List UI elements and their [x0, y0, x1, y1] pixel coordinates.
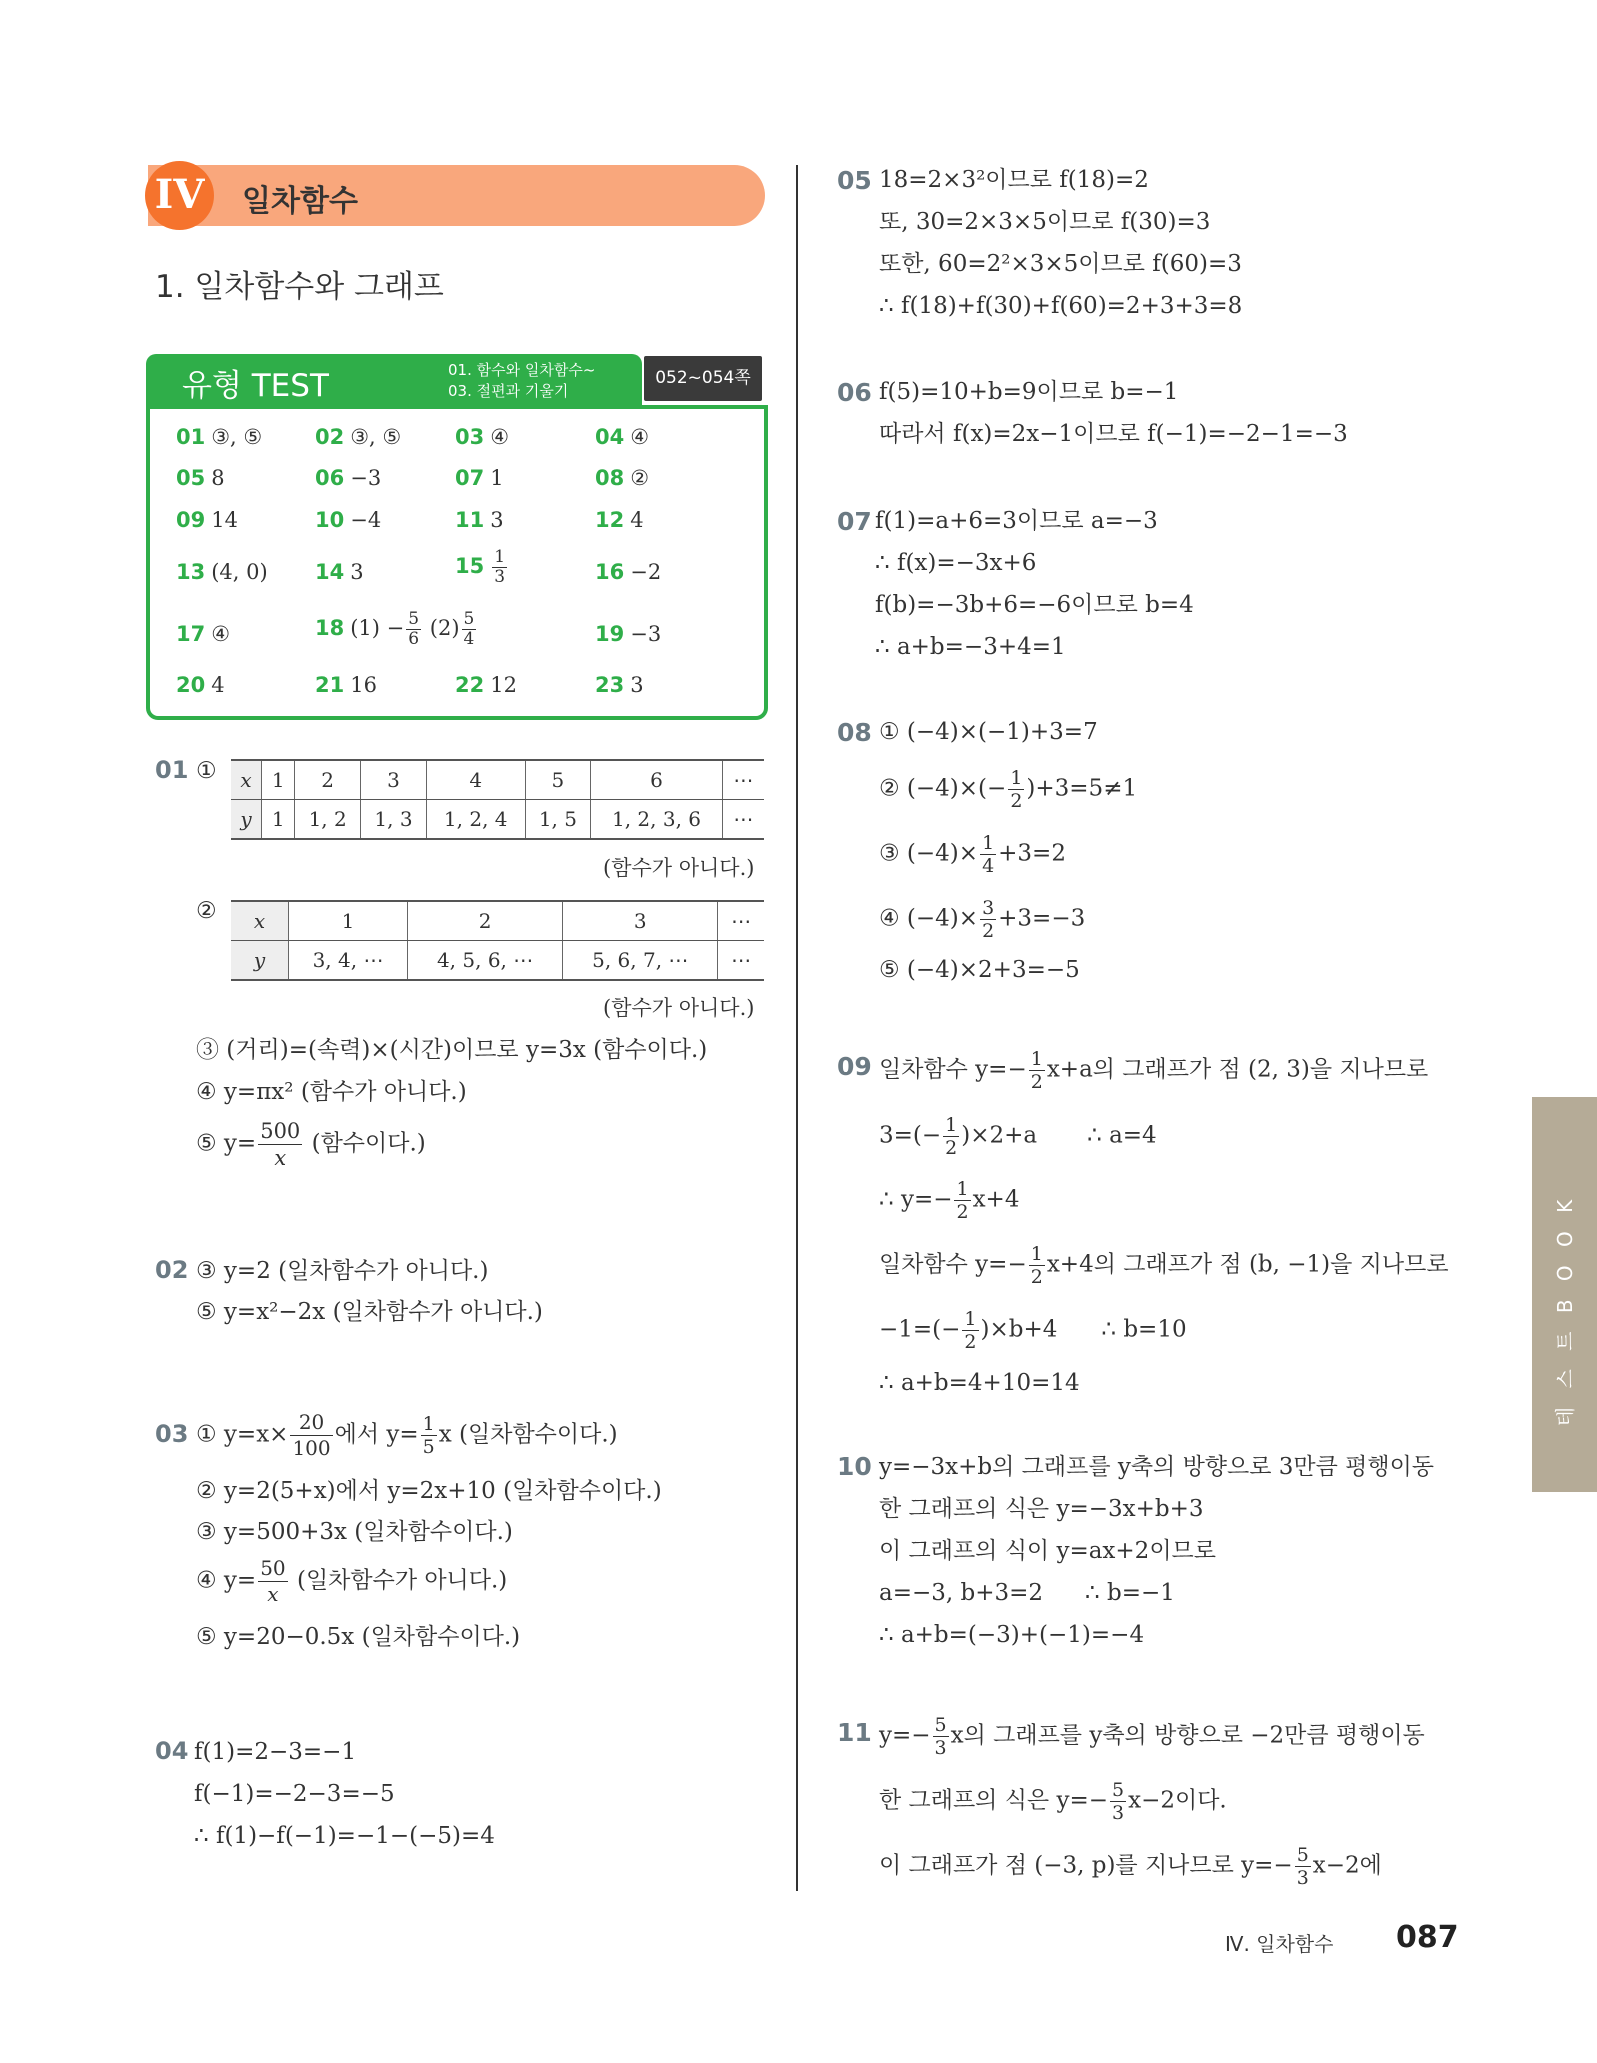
answer-22: 22 12 — [455, 673, 517, 697]
table-row — [231, 760, 764, 800]
p03-line-5: ⑤ y=20−0.5x (일차함수이다.) — [196, 1624, 521, 1650]
p04-line-2: f(−1)=−2−3=−5 — [194, 1781, 395, 1807]
side-tab-text-source: 테 스 트 B O O K — [1552, 1193, 1577, 1427]
table-cell: ⋯ — [718, 901, 764, 941]
section-title: 1. 일차함수와 그래프 — [155, 269, 444, 305]
p01-choice-2: ② — [196, 898, 217, 924]
table-row — [231, 800, 764, 840]
page-number: 087 — [1396, 1920, 1459, 1955]
p07-line-4: ∴ a+b=−3+4=1 — [875, 634, 1066, 660]
p11-line-3: 이 그래프가 점 (−3, p)를 지나므로 y=− $\frac{5}{3}$ x−2에 — [879, 1844, 1382, 1889]
p09-line-2: 3=(− $\frac{1}{2}$ )×2+a ∴ a=4 — [879, 1114, 1157, 1159]
p01-choice-1: ① — [196, 758, 217, 784]
table-row — [231, 941, 764, 981]
p10-line-4: a=−3, b+3=2 ∴ b=−1 — [879, 1580, 1175, 1606]
p08-line-2: ② (−4)×(− $\frac{1}{2}$ )+3=5≠1 — [879, 767, 1138, 812]
answer-23: 23 3 — [595, 673, 644, 697]
problem-number-03: 03 — [155, 1420, 189, 1448]
problem-number-01: 01 — [155, 756, 189, 784]
test-box-subtitle-2: 03. 절편과 기울기 — [448, 382, 569, 400]
p03-line-1: ① y=x× $\frac{20}{100}$ 에서 y= $\frac{1}{5}$ x (일차함수이다.) — [196, 1410, 618, 1460]
p05-line-1: 18=2×3²이므로 f(18)=2 — [879, 167, 1149, 193]
table-cell: y — [231, 800, 262, 840]
p04-line-1: f(1)=2−3=−1 — [194, 1739, 357, 1765]
p08-line-3: ③ (−4)× $\frac{1}{4}$ +3=2 — [879, 832, 1066, 877]
p01-note-1: (함수가 아니다.) — [603, 856, 755, 880]
table-cell: 1, 2, 4 — [426, 800, 525, 840]
p03-line-4: ④ y= $\frac{50}{x}$ (일차함수가 아니다.) — [196, 1556, 508, 1606]
problem-number-02: 02 — [155, 1256, 189, 1284]
table-cell: 5, 6, 7, ⋯ — [563, 941, 718, 981]
p04-line-3: ∴ f(1)−f(−1)=−1−(−5)=4 — [194, 1823, 495, 1849]
p05-line-2: 또, 30=2×3×5이므로 f(30)=3 — [879, 209, 1211, 235]
p10-line-3: 이 그래프의 식이 y=ax+2이므로 — [879, 1538, 1216, 1564]
answer-12: 12 4 — [595, 508, 644, 532]
problem-number-04: 04 — [155, 1737, 189, 1765]
answer-06: 06 −3 — [315, 466, 382, 490]
p11-line-2: 한 그래프의 식은 y=− $\frac{5}{3}$ x−2이다. — [879, 1779, 1227, 1824]
p02-line-2: ⑤ y=x²−2x (일차함수가 아니다.) — [196, 1299, 543, 1325]
problem-number-05: 05 — [837, 166, 872, 195]
chapter-title: 일차함수 — [242, 184, 358, 219]
answer-11: 11 3 — [455, 508, 504, 532]
chapter-header-bar — [148, 165, 765, 226]
p09-line-3: ∴ y=− $\frac{1}{2}$ x+4 — [879, 1178, 1020, 1223]
p11-line-1: y=− $\frac{5}{3}$ x의 그래프를 y축의 방향으로 −2만큼 평행이동 — [879, 1714, 1425, 1759]
p07-line-2: ∴ f(x)=−3x+6 — [875, 550, 1037, 576]
column-divider — [796, 165, 798, 1891]
p01-line-4: ④ y=πx² (함수가 아니다.) — [196, 1079, 467, 1105]
problem-number-09: 09 — [837, 1052, 872, 1081]
table-cell: 1, 2 — [295, 800, 361, 840]
p09-line-1: 일차함수 y=− $\frac{1}{2}$ x+a의 그래프가 점 (2, 3)을 지나므로 — [879, 1048, 1429, 1093]
answer-20: 20 4 — [176, 673, 225, 697]
answer-05: 05 8 — [176, 466, 225, 490]
table-cell: x — [231, 760, 262, 800]
table-cell: 1, 3 — [361, 800, 427, 840]
p01-line-3: ③ (거리)=(속력)×(시간)이므로 y=3x (함수이다.) — [196, 1037, 708, 1063]
answer-17: 17 ④ — [176, 622, 231, 646]
answer-15: 15 $\frac{1}{3}$ — [455, 547, 506, 587]
p10-line-5: ∴ a+b=(−3)+(−1)=−4 — [879, 1622, 1145, 1648]
test-box-title: 유형 TEST — [182, 368, 329, 404]
answer-10: 10 −4 — [315, 508, 382, 532]
table-cell: 1 — [289, 901, 408, 941]
test-box-subtitle — [448, 360, 595, 402]
answer-19: 19 −3 — [595, 622, 662, 646]
table-cell: 4 — [426, 760, 525, 800]
p03-line-2: ② y=2(5+x)에서 y=2x+10 (일차함수이다.) — [196, 1478, 662, 1504]
p09-line-6: ∴ a+b=4+10=14 — [879, 1370, 1080, 1396]
p03-line-3: ③ y=500+3x (일차함수이다.) — [196, 1519, 513, 1545]
p05-line-3: 또한, 60=2²×3×5이므로 f(60)=3 — [879, 251, 1242, 277]
table-cell: 1 — [262, 760, 295, 800]
problem-number-06: 06 — [837, 378, 872, 407]
table-cell: ⋯ — [722, 760, 764, 800]
table-cell: 4, 5, 6, ⋯ — [408, 941, 563, 981]
p06-line-2: 따라서 f(x)=2x−1이므로 f(−1)=−2−1=−3 — [879, 421, 1348, 447]
p07-line-1: f(1)=a+6=3이므로 a=−3 — [875, 508, 1158, 534]
answer-18: 18 (1) − $\frac{5}{6}$ (2) $\frac{5}{4}$ — [315, 609, 475, 649]
table-cell: 3, 4, ⋯ — [289, 941, 408, 981]
p06-line-1: f(5)=10+b=9이므로 b=−1 — [879, 379, 1179, 405]
answer-21: 21 16 — [315, 673, 377, 697]
table-cell: y — [231, 941, 289, 981]
answer-13: 13 (4, 0) — [176, 560, 268, 584]
table-cell: 5 — [525, 760, 591, 800]
p01-note-2: (함수가 아니다.) — [603, 996, 755, 1020]
p01-table-1 — [231, 759, 764, 840]
answer-08: 08 ② — [595, 466, 650, 490]
p05-line-4: ∴ f(18)+f(30)+f(60)=2+3+3=8 — [879, 293, 1243, 319]
table-cell: 3 — [361, 760, 427, 800]
table-cell: 1, 5 — [525, 800, 591, 840]
table-cell: ⋯ — [718, 941, 764, 981]
table-cell: 1 — [262, 800, 295, 840]
answer-14: 14 3 — [315, 560, 364, 584]
answer-09: 09 14 — [176, 508, 238, 532]
problem-number-07: 07 — [837, 507, 872, 536]
table-cell: 2 — [295, 760, 361, 800]
problem-number-08: 08 — [837, 718, 872, 747]
problem-number-10: 10 — [837, 1452, 872, 1481]
table-cell: 6 — [591, 760, 722, 800]
answer-16: 16 −2 — [595, 560, 662, 584]
p08-line-5: ⑤ (−4)×2+3=−5 — [879, 957, 1080, 983]
p01-line-5: ⑤ y= $\frac{500}{x}$ (함수이다.) — [196, 1119, 426, 1170]
problem-number-11: 11 — [837, 1718, 872, 1747]
page-range-label: 052~054쪽 — [644, 356, 762, 401]
table-cell: 1, 2, 3, 6 — [591, 800, 722, 840]
p07-line-3: f(b)=−3b+6=−6이므로 b=4 — [875, 592, 1194, 618]
answer-04: 04 ④ — [595, 425, 650, 449]
table-cell: 3 — [563, 901, 718, 941]
p08-line-1: ① (−4)×(−1)+3=7 — [879, 719, 1098, 745]
p08-line-4: ④ (−4)× $\frac{3}{2}$ +3=−3 — [879, 897, 1086, 942]
table-row — [231, 901, 764, 941]
test-box-subtitle-1: 01. 함수와 일차함수~ — [448, 361, 596, 379]
answer-03: 03 ④ — [455, 425, 510, 449]
p01-table-2 — [231, 900, 764, 981]
table-cell: x — [231, 901, 289, 941]
p10-line-2: 한 그래프의 식은 y=−3x+b+3 — [879, 1496, 1204, 1522]
p09-line-4: 일차함수 y=− $\frac{1}{2}$ x+4의 그래프가 점 (b, −1)을 지나므로 — [879, 1243, 1449, 1288]
chapter-numeral-badge: IV — [145, 161, 214, 230]
answer-07: 07 1 — [455, 466, 504, 490]
footer-chapter-label: Ⅳ. 일차함수 — [1225, 1932, 1334, 1956]
answer-01: 01 ③, ⑤ — [176, 425, 263, 449]
p10-line-1: y=−3x+b의 그래프를 y축의 방향으로 3만큼 평행이동 — [879, 1454, 1435, 1480]
p02-line-1: ③ y=2 (일차함수가 아니다.) — [196, 1258, 489, 1284]
answer-02: 02 ③, ⑤ — [315, 425, 402, 449]
p09-line-5: −1=(− $\frac{1}{2}$ )×b+4 ∴ b=10 — [879, 1308, 1187, 1353]
table-cell: 2 — [408, 901, 563, 941]
table-cell: ⋯ — [722, 800, 764, 840]
